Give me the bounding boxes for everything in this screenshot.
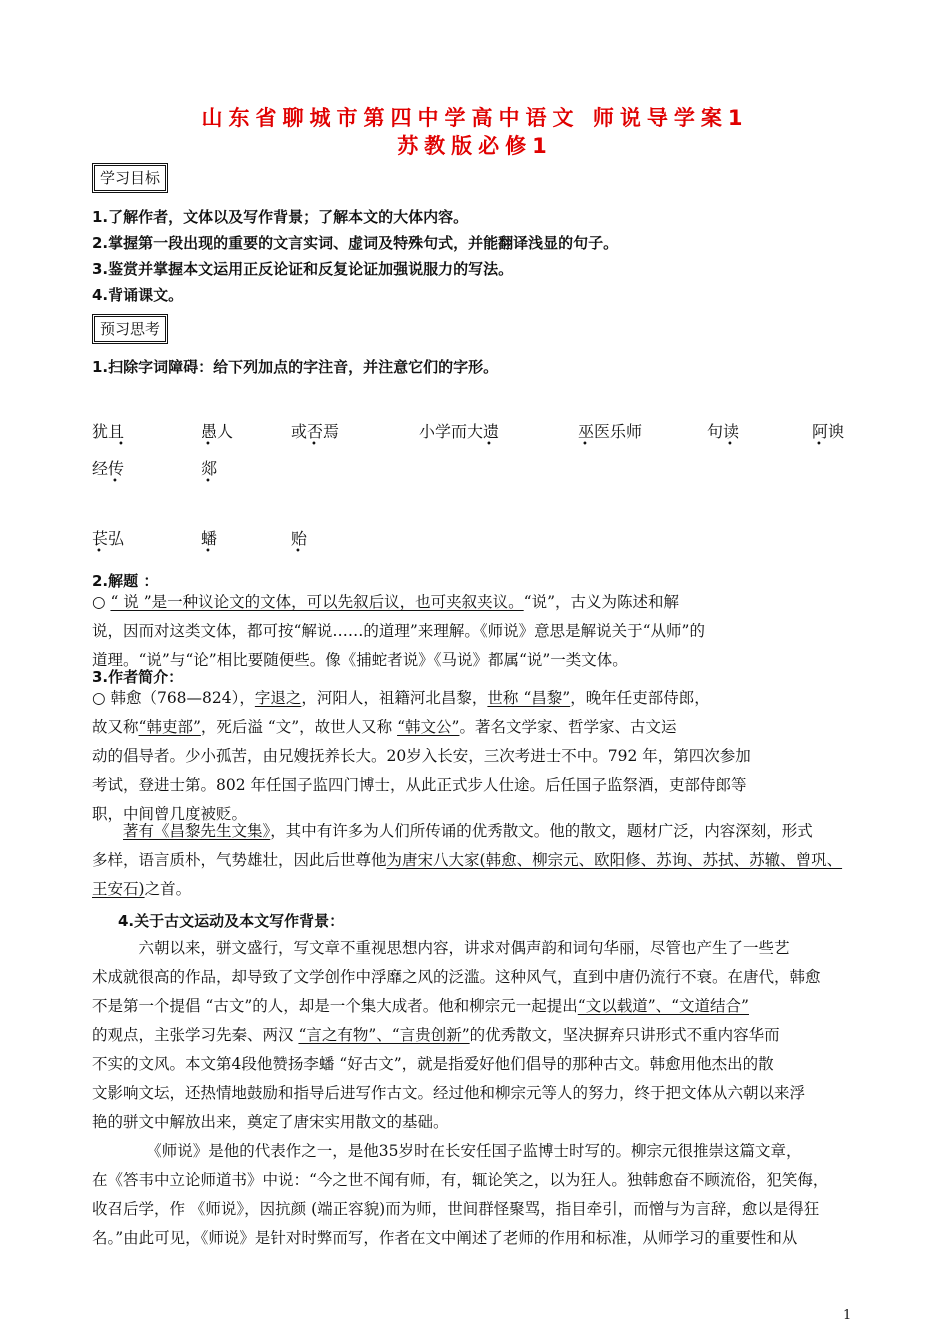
text-line: 术成就很高的作品，却导致了文学创作中浮靡之风的泛滥。这种风气，直到中唐仍流行不衰。在唐代，韩愈 [92,968,821,986]
text-line: ○ 韩愈（768—824），字退之，河阳人，祖籍河北昌黎，世称 “昌黎”，晚年任吏部侍郎， [92,689,710,707]
word-item: 苌弘 [92,529,125,548]
heading-author: 3.作者简介： [92,668,184,686]
emphasis-dot: • [311,439,317,450]
word-item: 阿谀 [812,422,845,441]
text-line: 王安石)之首。 [92,880,192,898]
text-line: 名。”由此可见，《师说》是针对时弊而写，作者在文中阐述了老师的作用和标准，从师学习的重要性和从 [92,1229,798,1247]
underlined-text: “ 说 ”是一种议论文的文体，可以先叙后议，也可夹叙夹议。 [110,593,524,611]
text-line: 职，中间曾几度被贬。 [92,805,248,823]
text-line: 考试，登进士第。802 年任国子监四门博士，从此正式步人仕途。后任国子监祭酒，吏部侍郎等 [92,776,747,794]
goal-item-1: 1.了解作者，文体以及写作背景；了解本文的大体内容。 [92,208,469,226]
text-line: 多样，语言质朴，气势雄壮，因此后世尊他为唐宋八大家(韩愈、柳宗元、欧阳修、苏询、苏拭、苏辙、曾巩、 [92,851,843,869]
text-line: 说，因而对这类文体，都可按“解说……的道理”来理解。《师说》意思是解说关于“从师”的 [92,622,705,640]
text-line: 动的倡导者。少小孤苦，由兄嫂抚养长大。20岁入长安，三次考进士不中。792 年，第四次参加 [92,747,751,765]
text-line: 文影响文坛，还热情地鼓励和指导后进写作古文。经过他和柳宗元等人的努力，终于把文体从六朝以来浮 [92,1084,806,1102]
section-label-preview: 预习思考 [92,314,168,344]
emphasis-dot: • [118,439,124,450]
emphasis-dot: • [205,476,211,487]
goal-item-2: 2.掌握第一段出现的重要的文言实词、虚词及特殊句式，并能翻译浅显的句子。 [92,234,619,252]
text-line: 艳的骈文中解放出来，奠定了唐宋实用散文的基础。 [92,1113,449,1131]
document-title-line2: 苏教版必修1 [397,134,553,158]
text-line: 不实的文风。本文第4段他赞扬李蟠 “好古文”，就是指爱好他们倡导的那种古文。韩愈用他杰出的散 [92,1055,774,1073]
word-item: 经传 [92,459,125,478]
word-item: 贻 [291,529,308,548]
text-line: 收召后学，作 《师说》，因抗颜 (端正容貌)而为师，世间群怪聚骂，指目牵引，而憎与为言辞，愈以是得狂 [92,1200,820,1218]
emphasis-dot: • [816,439,822,450]
background-paragraph [92,934,852,1253]
word-item: 蟠 [201,529,218,548]
emphasis-dot: • [112,476,118,487]
text-line: 在《答韦中立论师道书》中说：“今之世不闻有师，有，辄论笑之，以为狂人。独韩愈奋不顾流俗，犯笑侮， [92,1171,829,1189]
heading-background: 4.关于古文运动及本文写作背景： [118,912,345,930]
text-line: 不是第一个提倡 “古文”的人，却是一个集大成者。他和柳宗元一起提出“文以载道”、“文道结合” [92,997,749,1015]
text-line: ○ “ 说 ”是一种议论文的文体，可以先叙后议，也可夹叙夹议。“说”，古义为陈述和解 [92,593,680,611]
word-item: 巫医乐师 [578,422,643,441]
heading-jieti: 2.解题 ： [92,572,159,590]
text-line: 道理。“说”与“论”相比要随便些。像《捕蛇者说》《马说》都属“说”一类文体。 [92,651,628,669]
emphasis-dot: • [205,439,211,450]
word-item: 愚人 [201,422,234,441]
emphasis-dot: • [582,439,588,450]
word-item: 犹且 [92,422,125,441]
text-line: 的观点，主张学习先秦、两汉 “言之有物”、“言贵创新”的优秀散文，坚决摒弃只讲形式不重内容华而 [92,1026,780,1044]
emphasis-dot: • [96,546,102,557]
text-line: 《师说》是他的代表作之一，是他35岁时在长安任国子监博士时写的。柳宗元很推崇这篇文章， [154,1142,802,1160]
page-number: 1 [843,1308,852,1323]
word-item: 或否焉 [291,422,340,441]
text-line: 著有《昌黎先生文集》，其中有许多为人们所传诵的优秀散文。他的散文，题材广泛，内容深刻，形式 [123,822,813,840]
goal-item-4: 4.背诵课文。 [92,286,184,304]
emphasis-dot: • [295,546,301,557]
jieti-paragraph [92,588,852,675]
author-paragraph [92,684,852,829]
section-label-goals: 学习目标 [92,163,168,193]
emphasis-dot: • [205,546,211,557]
goal-item-3: 3.鉴赏并掌握本文运用正反论证和反复论证加强说服力的写法。 [92,260,514,278]
word-item: 小学而大遗 [419,422,500,441]
text-line: 故又称“韩吏部”，死后溢 “文”，故世人又称 “韩文公”。著名文学家、哲学家、古文运 [92,718,677,736]
document-title-line1: 山东省聊城市第四中学高中语文 师说导学案1 [201,106,749,130]
preview-question-1: 1.扫除字词障碍：给下列加点的字注音，并注意它们的字形。 [92,358,499,376]
word-item: 句读 [707,422,740,441]
emphasis-dot: • [486,439,492,450]
text-line: 六朝以来，骈文盛行，写文章不重视思想内容，讲求对偶声韵和词句华丽，尽管也产生了一些艺 [138,939,790,957]
word-item: 郯 [201,459,218,478]
emphasis-dot: • [727,439,733,450]
author-works-paragraph [92,817,852,904]
